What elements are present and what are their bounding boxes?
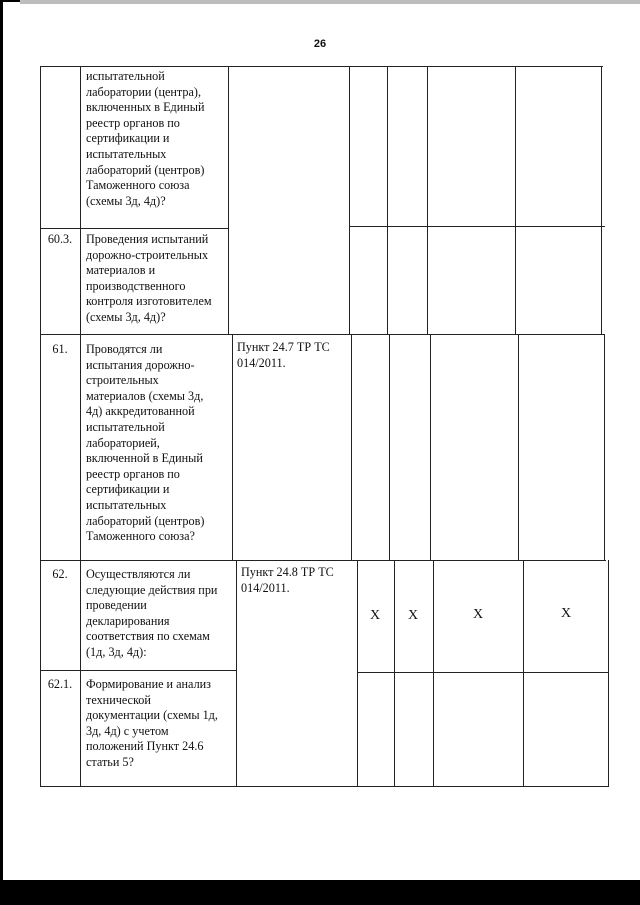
- col-rule: [228, 66, 229, 334]
- question-line: лаборатории (центра),: [86, 84, 202, 99]
- question-line: Проведения испытаний: [86, 232, 209, 246]
- reference-cell: [237, 340, 349, 371]
- question-line: лабораторий (центров): [86, 162, 205, 177]
- question-line: испытательных: [86, 146, 167, 161]
- scan-bottom-edge: [0, 880, 640, 905]
- question-line: сертификации и: [86, 131, 170, 146]
- question-line: производственного: [86, 278, 186, 293]
- question-line: включенной в Единый: [86, 451, 203, 466]
- row-number: 62.: [52, 567, 68, 581]
- question-line: положений Пункт 24.6: [86, 739, 204, 754]
- question-line: испытательной: [86, 69, 165, 83]
- row-number: 60.3.: [47, 232, 73, 246]
- reference-line: Пункт 24.7 ТР ТС: [237, 340, 330, 354]
- question-line: Проводятся ли: [86, 342, 163, 356]
- col-rule: [357, 560, 358, 787]
- reference-line: 014/2011.: [237, 355, 286, 370]
- col-rule: [387, 66, 388, 334]
- reference-cell: [241, 565, 355, 596]
- question-line: дорожно-строительных: [86, 247, 209, 262]
- question-line: документации (схемы 1д,: [86, 708, 218, 723]
- not-applicable-mark: X: [472, 607, 484, 622]
- question-line: контроля изготовителем: [86, 294, 212, 309]
- col-rule: [394, 560, 395, 787]
- question-cell: [86, 69, 226, 209]
- col-rule: [601, 66, 602, 334]
- col-rule: [604, 334, 605, 560]
- col-rule: [232, 334, 233, 560]
- question-line: (схемы 3д, 4д)?: [86, 309, 166, 324]
- row-number: 62.1.: [47, 677, 73, 691]
- col-rule: [608, 560, 609, 787]
- scan-left-edge: [0, 0, 3, 905]
- col-rule: [433, 560, 434, 787]
- question-line: Таможенного союза: [86, 178, 190, 193]
- question-cell: [86, 342, 230, 545]
- question-line: испытательной: [86, 419, 165, 434]
- col-rule: [80, 66, 81, 787]
- question-line: Осуществляются ли: [86, 567, 191, 581]
- question-line: реестр органов по: [86, 115, 180, 130]
- question-line: соответствия по схемам: [86, 629, 210, 644]
- row-rule: [40, 560, 606, 561]
- row-rule: [40, 334, 605, 335]
- page-number: 26: [313, 38, 327, 50]
- question-line: испытательных: [86, 497, 167, 512]
- question-line: реестр органов по: [86, 466, 180, 481]
- question-line: 3д, 4д) с учетом: [86, 723, 169, 738]
- question-line: статьи 5?: [86, 754, 134, 769]
- col-rule: [427, 66, 428, 334]
- question-line: лабораторий (центров): [86, 513, 205, 528]
- not-applicable-mark: X: [560, 606, 572, 621]
- question-line: Таможенного союза?: [86, 529, 195, 544]
- scan-top-shadow: [20, 0, 640, 4]
- question-line: проведении: [86, 598, 147, 613]
- question-line: (1д, 3д, 4д):: [86, 644, 147, 659]
- reference-line: Пункт 24.8 ТР ТС: [241, 565, 334, 579]
- question-cell: [86, 567, 234, 661]
- col-rule: [523, 560, 524, 787]
- col-rule: [349, 66, 350, 334]
- question-line: испытания дорожно-: [86, 357, 195, 372]
- question-line: лабораторией,: [86, 435, 160, 450]
- question-line: 4д) аккредитованной: [86, 404, 195, 419]
- col-rule: [518, 334, 519, 560]
- question-line: следующие действия при: [86, 582, 218, 597]
- col-rule: [515, 66, 516, 334]
- question-line: Формирование и анализ: [86, 677, 211, 691]
- reference-line: 014/2011.: [241, 580, 290, 595]
- col-rule: [351, 334, 352, 560]
- col-rule: [389, 334, 390, 560]
- question-line: технической: [86, 692, 151, 707]
- table-top-rule: [40, 66, 603, 67]
- row-rule: [40, 228, 228, 229]
- question-cell: [86, 677, 236, 771]
- not-applicable-mark: X: [369, 608, 381, 623]
- question-line: материалов (схемы 3д,: [86, 388, 204, 403]
- question-line: сертификации и: [86, 482, 170, 497]
- question-line: включенных в Единый: [86, 100, 205, 115]
- question-line: (схемы 3д, 4д)?: [86, 193, 166, 208]
- not-applicable-mark: X: [407, 608, 419, 623]
- question-line: декларирования: [86, 613, 170, 628]
- row-number: 61.: [52, 342, 68, 356]
- row-rule: [40, 670, 236, 671]
- question-line: строительных: [86, 373, 159, 388]
- question-cell: [86, 232, 226, 326]
- col-rule: [236, 560, 237, 787]
- col-rule: [430, 334, 431, 560]
- question-line: материалов и: [86, 263, 156, 278]
